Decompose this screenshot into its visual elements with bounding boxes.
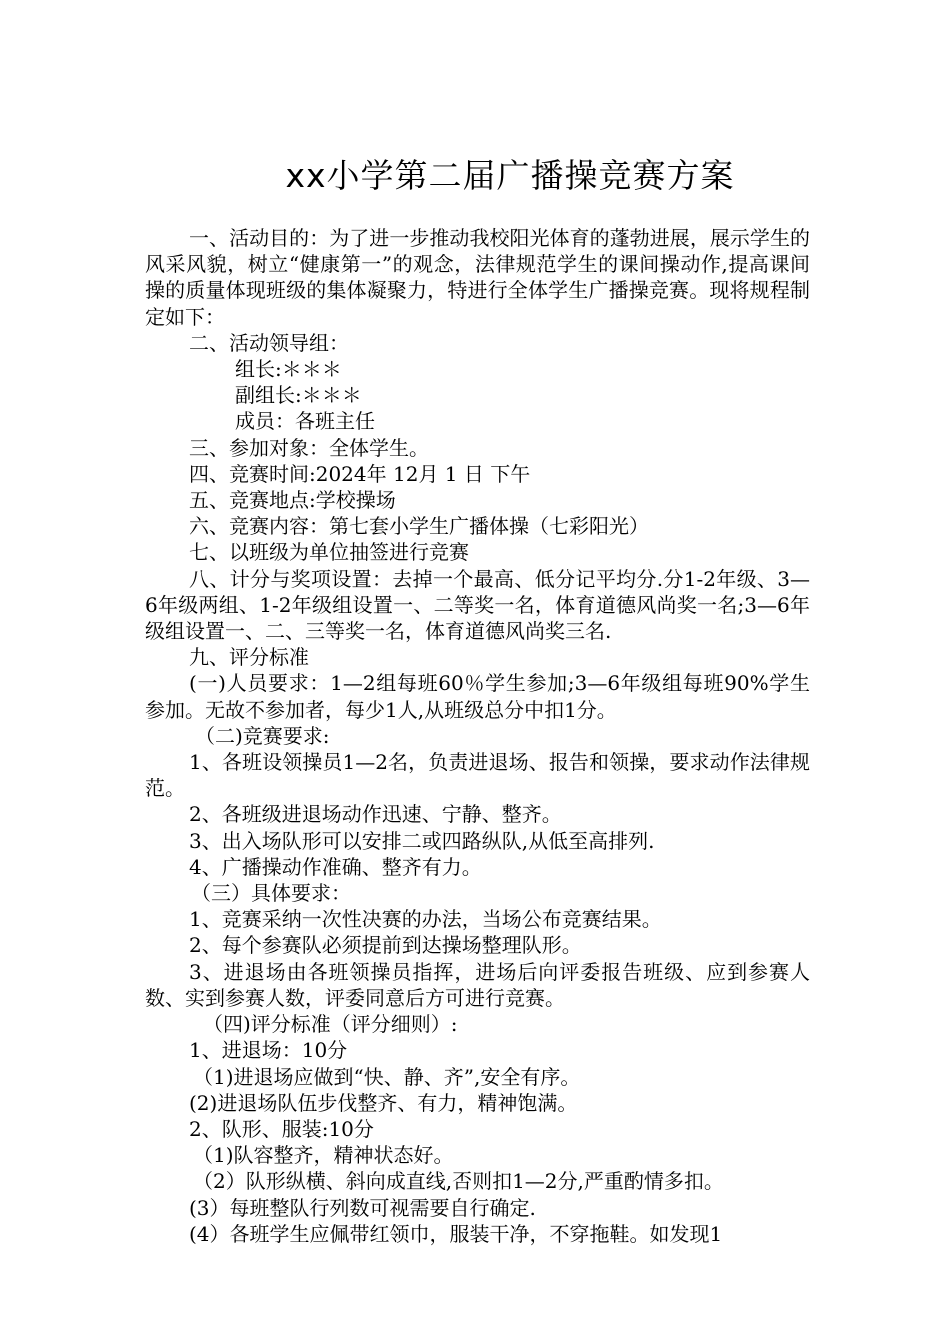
paragraph-formation-rule-2: （2）队形纵横、斜向成直线,否则扣1—2分,严重酌情多扣。 (193, 1169, 724, 1194)
paragraph-accuracy: 4、广播操动作准确、整齐有力。 (189, 854, 482, 879)
paragraph-report: 3、进退场由各班领操员指挥，进场后向评委报告班级、应到参赛人数、实到参赛人数，评委同意后方可进行竞赛。 (145, 959, 810, 1010)
paragraph-scoring-awards: 八、计分与奖项设置：去掉一个最高、低分记平均分.分1-2年级、3—6年级两组、1-2年级组设置一、二等奖一名，体育道德风尚奖一名;3—6年级组设置一、二、三等奖一名，体育道德风尚奖三名. (145, 566, 810, 644)
paragraph-specific-heading: （三）具体要求： (191, 881, 351, 906)
paragraph-formation-rule-4: (4）各班学生应佩带红领巾，服装干净，不穿拖鞋。如发现1 (189, 1221, 723, 1246)
paragraph-criteria-heading: 九、评分标准 (189, 645, 309, 670)
paragraph-entry-rule-2: (2)进退场队伍步伐整齐、有力，精神饱满。 (189, 1090, 578, 1115)
paragraph-entry-score: 1、进退场：10分 (189, 1038, 348, 1063)
paragraph-personnel: (一)人员要求：1—2组每班60％学生参加;3—6年级组每班90%学生参加。无故不参加者，每少1人,从班级总分中扣1分。 (145, 671, 810, 722)
paragraph-leadership-heading: 二、活动领导组： (189, 330, 349, 355)
paragraph-members: 成员：各班主任 (235, 409, 375, 434)
paragraph-draw: 七、以班级为单位抽签进行竞赛 (189, 540, 469, 565)
paragraph-purpose: 一、活动目的：为了进一步推动我校阳光体育的蓬勃进展，展示学生的风采风貌，树立“健康第一”的观念，法律规范学生的课间操动作,提高课间操的质量体现班级的集体凝聚力，特进行全体学生广播操竞赛。现将规程制定如下： (145, 226, 810, 329)
paragraph-rubric-heading: （四)评分标准（评分细则）: (203, 1012, 458, 1037)
paragraph-formation: 3、出入场队形可以安排二或四路纵队,从低至高排列. (189, 828, 655, 853)
paragraph-formation-score: 2、队形、服装:10分 (189, 1116, 374, 1141)
paragraph-location: 五、竞赛地点:学校操场 (189, 488, 396, 513)
paragraph-final-method: 1、竞赛采纳一次性决赛的办法，当场公布竞赛结果。 (189, 907, 662, 932)
paragraph-deputy-leader: 副组长:＊＊＊ (235, 383, 362, 408)
paragraph-entry-rule-1: （1)进退场应做到“快、静、齐”,安全有序。 (193, 1064, 581, 1089)
document-title: xx小学第二届广播操竞赛方案 (285, 156, 735, 195)
document-body (145, 225, 810, 1247)
paragraph-arrival: 2、每个参赛队必须提前到达操场整理队形。 (189, 933, 582, 958)
paragraph-time: 四、竞赛时间:2024年 12月 1 日 下午 (189, 461, 531, 486)
paragraph-formation-rule-3: (3）每班整队行列数可视需要自行确定. (189, 1195, 536, 1220)
paragraph-formation-rule-1: （1)队容整齐，精神状态好。 (193, 1143, 454, 1168)
paragraph-content: 六、竞赛内容：第七套小学生广播体操（七彩阳光） (189, 514, 649, 539)
paragraph-competition-heading: （二)竞赛要求: (195, 723, 330, 748)
paragraph-leader-requirement: 1、各班设领操员1—2名，负责进退场、报告和领操，要求动作法律规范。 (145, 750, 810, 801)
paragraph-participants: 三、参加对象：全体学生。 (189, 435, 429, 460)
paragraph-entry-exit: 2、各班级进退场动作迅速、宁静、整齐。 (189, 802, 562, 827)
paragraph-leader: 组长:＊＊＊ (235, 357, 342, 382)
